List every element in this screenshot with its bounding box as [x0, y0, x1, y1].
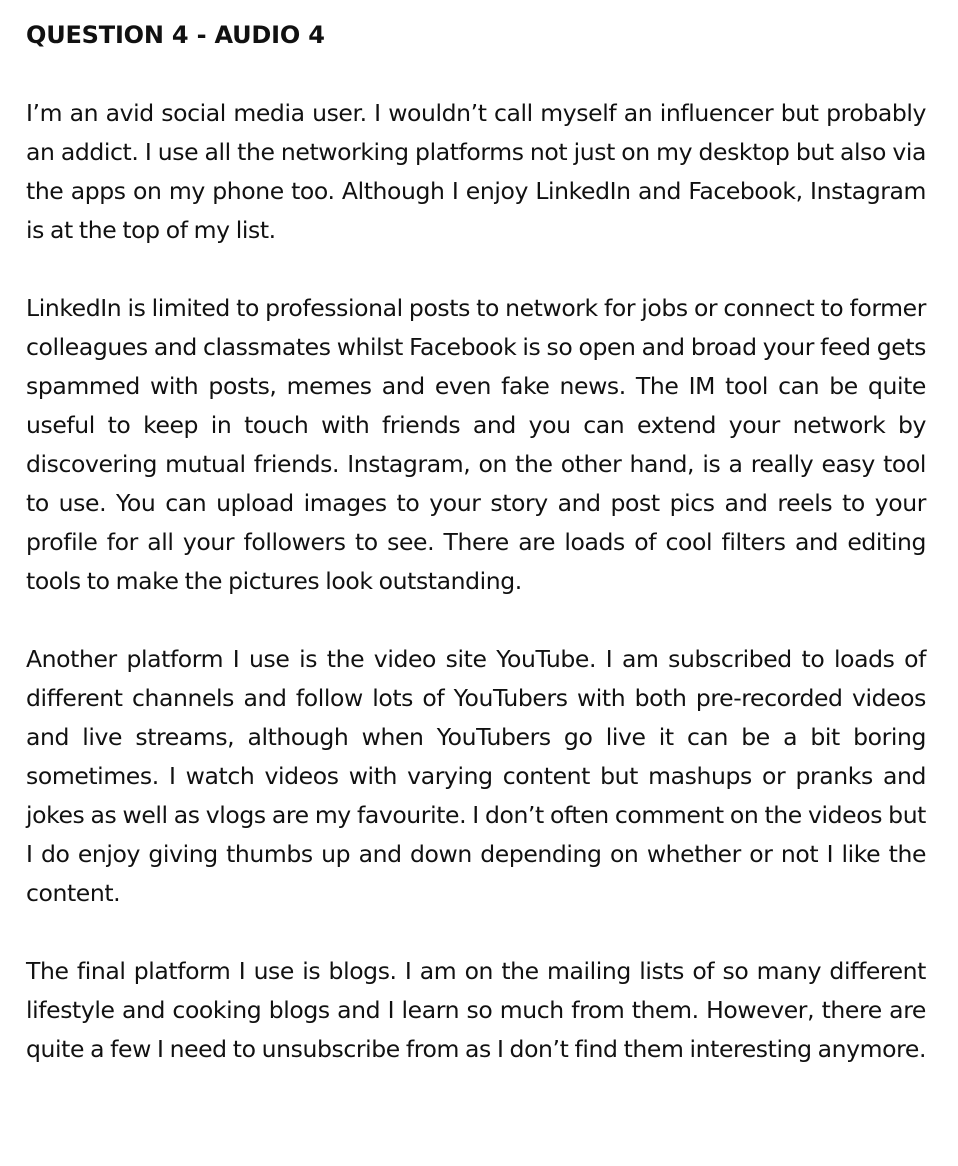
- paragraph-instagram: I’m an avid social media user. I wouldn’t call myself an influencer but probably an addict. I use all the networking platforms not just on my desktop but also via the apps on my phone too. Although I enjoy LinkedIn and Facebook, Instagram is at the top of my list.: [26, 99, 926, 244]
- paragraph-linkedin-facebook: LinkedIn is limited to professional posts to network for jobs or connect to former colleagues and classmates whilst Facebook is so open and broad your feed gets spammed with posts, memes and even fake news. The IM tool can be quite useful to keep in touch with friends and you can extend your network by discovering mutual friends. Instagram, on the other hand, is a really easy tool to use. You can upload images to your story and post pics and reels to your profile for all your followers to see. There are loads of cool filters and editing tools to make the pictures look outstanding.: [26, 294, 926, 595]
- paragraph-youtube: Another platform I use is the video site YouTube. I am subscribed to loads of different channels and follow lots of YouTubers with both pre-recorded videos and live streams, although when YouTubers go live it can be a bit boring sometimes. I watch videos with varying content but mashups or pranks and jokes as well as vlogs are my favourite. I don’t often comment on the videos but I do enjoy giving thumbs up and down depending on whether or not I like the content.: [26, 645, 926, 907]
- document-title: QUESTION 4 - AUDIO 4: [26, 21, 325, 49]
- paragraph-blogs: The final platform I use is blogs. I am on the mailing lists of so many different lifestyle and cooking blogs and I learn so much from them. However, there are quite a few I need to unsubscribe from as I don’t find them interesting anymore.: [26, 957, 927, 1063]
